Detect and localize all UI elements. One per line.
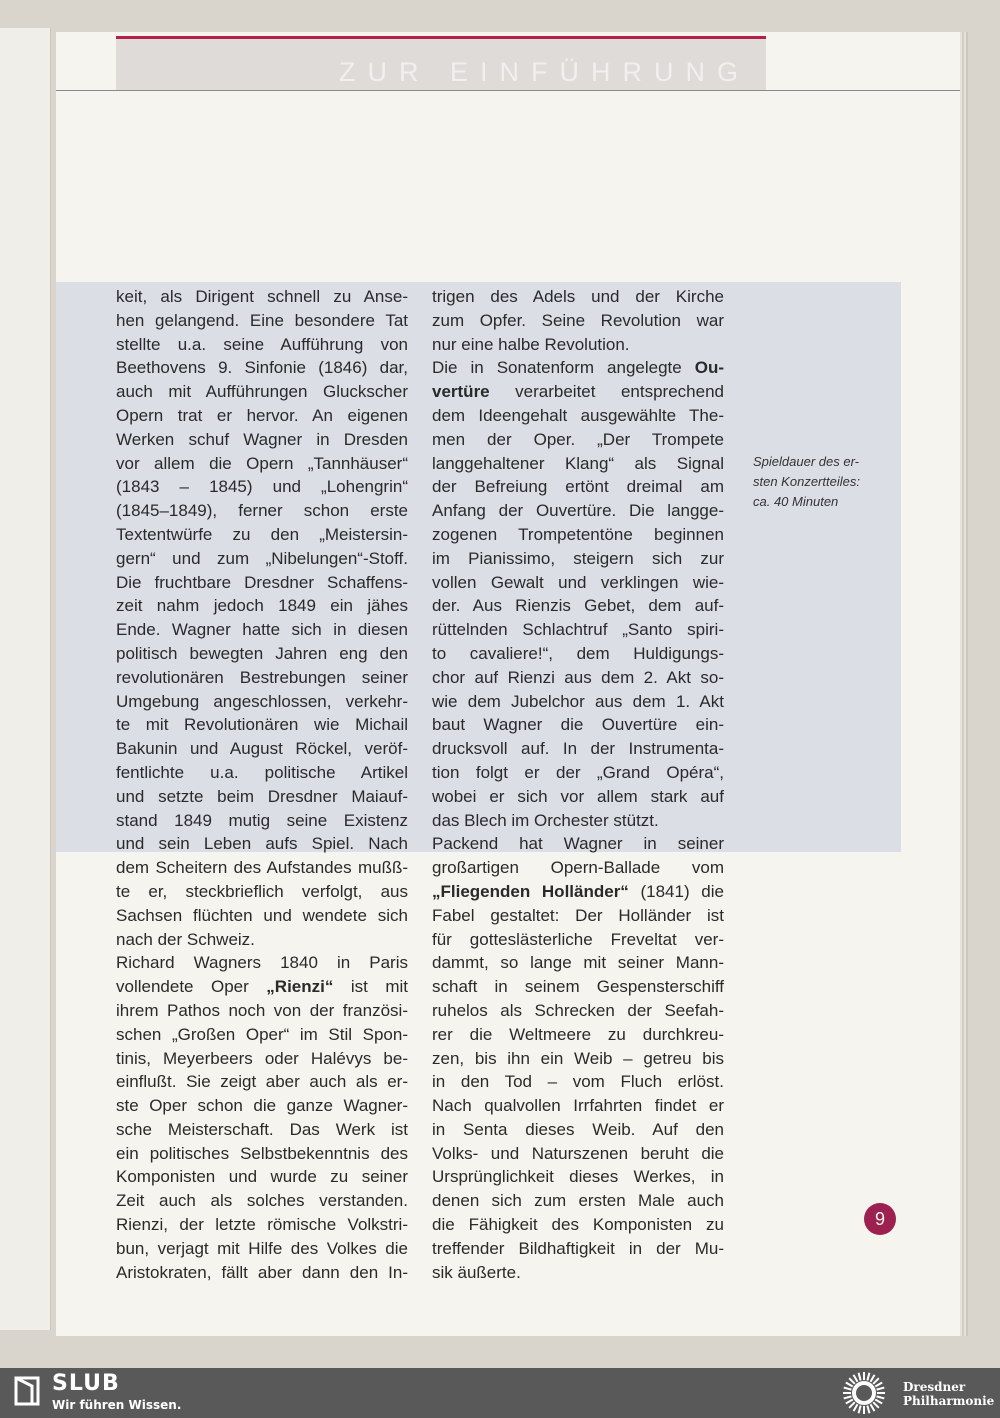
text-line: vertüre verarbeitet entsprechend — [432, 382, 724, 402]
text-line: zen, bis ihn ein Weib – getreu bis — [432, 1048, 724, 1068]
text-line: auch mit Aufführungen Gluckscher — [116, 382, 408, 402]
slub-logo-icon — [14, 1376, 40, 1406]
text-line: Fabel gestaltet: Der Holländer ist — [432, 905, 724, 925]
margin-note-line: ca. 40 Minuten — [753, 494, 839, 509]
text-line: und setzte beim Dresdner Maiauf- — [116, 786, 408, 806]
text-line: politisch bewegten Jahren eng den — [116, 643, 408, 663]
text-line: Anfang der Ouvertüre. Die langge- — [432, 501, 724, 521]
text-line: Zeit auch als solches verstanden. — [116, 1191, 408, 1211]
text-line: Richard Wagners 1840 in Paris — [116, 953, 408, 973]
text-line: für gotteslästerliche Freveltat ver- — [432, 929, 724, 949]
text-line: zeit nahm jedoch 1849 ein jähes — [116, 596, 408, 616]
text-line: revolutionären Bestrebungen seiner — [116, 667, 408, 687]
section-title: ZUR EINFÜHRUNG — [339, 57, 750, 87]
text-line: trigen des Adels und der Kirche — [432, 287, 724, 306]
partner-name-line: Dresdner — [903, 1380, 966, 1394]
text-line: te mit Revolutionären wie Michail — [116, 715, 408, 735]
slub-tagline: Wir führen Wissen. — [52, 1398, 182, 1412]
text-line: tion folgt er der „Grand Opéra“, — [432, 762, 724, 782]
text-line: tinis, Meyerbeers oder Halévys be- — [116, 1048, 408, 1068]
text-line: sche Meisterschaft. Das Werk ist — [116, 1119, 408, 1139]
text-line: das Blech im Orchester stützt. — [432, 810, 659, 830]
text-line: hen gelangend. Eine besondere Tat — [116, 310, 408, 330]
text-line: vor allem die Opern „Tannhäuser“ — [116, 453, 408, 473]
text-line: der Befreiung ertönt dreimal am — [432, 477, 724, 497]
text-line: in Senta dieses Weib. Auf den — [432, 1119, 724, 1139]
text-line: schen „Großen Oper“ im Stil Spon- — [116, 1024, 408, 1044]
text-line: ruhelos als Schrecken der Seefah- — [432, 1000, 724, 1020]
text-line: rüttelnden Schlachtruf „Santo spiri- — [432, 620, 724, 640]
text-line: nur eine halbe Revolution. — [432, 334, 630, 354]
text-line: Rienzi, der letzte römische Volkstri- — [116, 1215, 408, 1235]
text-line: rer die Weltmeere zu durchkreu- — [432, 1024, 724, 1044]
footer-bar — [0, 1368, 1000, 1418]
emphasis: „Rienzi“ — [266, 977, 334, 997]
text-line: fentlichte u.a. politische Artikel — [116, 762, 408, 782]
text-line: stand 1849 mutig seine Existenz — [116, 810, 408, 830]
text-line: „Fliegenden Holländer“ (1841) die — [432, 881, 724, 901]
emphasis: Ou- — [694, 358, 724, 378]
brochure-page — [56, 32, 960, 1336]
text-line: ihrem Pathos noch von der französi- — [116, 1000, 408, 1020]
text-line: Packend hat Wagner in seiner — [432, 834, 724, 854]
page-number-badge: 9 — [864, 1203, 896, 1235]
text-line: Werken schuf Wagner in Dresden — [116, 429, 408, 449]
margin-note — [753, 452, 893, 512]
slub-name: SLUB — [52, 1371, 120, 1396]
text-line: schaft in seinem Gespensterschiff — [432, 977, 724, 997]
text-line: ste Oper schon die ganze Wagner- — [116, 1096, 408, 1116]
margin-note-line: Spieldauer des er- — [753, 454, 859, 469]
text-line: in den Tod – vom Fluch erlöst. — [432, 1072, 724, 1092]
text-line: Ende. Wagner hatte sich in diesen — [116, 620, 408, 640]
text-line: wie dem Jubelchor aus dem 1. Akt — [432, 691, 724, 711]
text-line: to cavaliere!“, dem Huldigungs- — [432, 643, 724, 663]
text-line: sik äußerte. — [432, 1262, 521, 1282]
text-line: stellte u.a. seine Aufführung von — [116, 334, 408, 354]
text-line: Nach qualvollen Irrfahrten findet er — [432, 1096, 724, 1116]
text-line: und sein Leben aufs Spiel. Nach — [116, 834, 408, 854]
dresdner-philharmonie-logo-icon — [842, 1371, 886, 1415]
text-line: denen sich zum ersten Male auch — [432, 1191, 724, 1211]
text-line: gern“ und zum „Nibelungen“-Stoff. — [116, 548, 408, 568]
text-line: der. Aus Rienzis Gebet, dem auf- — [432, 596, 724, 616]
text-line: wobei er sich vor allem stark auf — [432, 786, 724, 806]
text-line: im Pianissimo, steigern sich zur — [432, 548, 724, 568]
text-line: dem Scheitern des Aufstandes mußß- — [116, 858, 408, 878]
text-line: (1845–1849), ferner schon erste — [116, 501, 408, 521]
emphasis: vertüre — [432, 382, 490, 402]
text-line: Die fruchtbare Dresdner Schaffens- — [116, 572, 408, 592]
text-line: Aristokraten, fällt aber dann den In- — [116, 1262, 408, 1282]
text-line: zum Opfer. Seine Revolution war — [432, 310, 724, 330]
text-line: baut Wagner die Ouvertüre ein- — [432, 715, 724, 735]
text-line: vollen Gewalt und verklingen wie- — [432, 572, 724, 592]
text-line: dem Ideengehalt ausgewählte The- — [432, 405, 724, 425]
text-column-left — [116, 285, 408, 1284]
text-line: treffender Bildhaftigkeit in der Mu- — [432, 1238, 724, 1258]
text-line: Bakunin und August Röckel, veröf- — [116, 739, 408, 759]
text-line: dammt, so lange mit seiner Mann- — [432, 953, 724, 973]
text-line: Komponisten und wurde zu seiner — [116, 1167, 408, 1187]
text-line: Volks- und Naturszenen beruht die — [432, 1143, 724, 1163]
text-line: Umgebung angeschlossen, verkehr- — [116, 691, 408, 711]
text-line: Beethovens 9. Sinfonie (1846) dar, — [116, 358, 408, 378]
text-line: (1843 – 1845) und „Lohengrin“ — [116, 477, 408, 497]
text-line: Die in Sonatenform angelegte Ou- — [432, 358, 724, 378]
section-header-band — [116, 36, 766, 91]
text-line: großartigen Opern-Ballade vom — [432, 858, 724, 878]
text-line: nach der Schweiz. — [116, 929, 255, 949]
text-line: einflußt. Sie zeigt aber auch als er- — [116, 1072, 408, 1092]
text-column-right — [432, 285, 724, 1284]
text-line: zogenen Trompetentöne beginnen — [432, 524, 724, 544]
text-line: Opern trat er hervor. An eigenen — [116, 405, 408, 425]
text-line: Sachsen flüchten und wendete sich — [116, 905, 408, 925]
text-line: die Fähigkeit des Komponisten zu — [432, 1215, 724, 1235]
header-rule — [56, 90, 960, 91]
text-line: ein politisches Selbstbekenntnis des — [116, 1143, 408, 1163]
partner-name — [903, 1380, 994, 1408]
partner-name-line: Philharmonie — [903, 1394, 995, 1408]
text-line: Ursprünglichkeit dieses Werkes, in — [432, 1167, 724, 1187]
text-line: langgehaltener Klang“ als Signal — [432, 453, 724, 473]
text-line: vollendete Oper „Rienzi“ ist mit — [116, 977, 409, 997]
text-line: chor auf Rienzi aus dem 2. Akt so- — [432, 667, 724, 687]
previous-page-edge — [0, 28, 51, 1330]
text-line: Textentwürfe zu den „Meistersin- — [116, 524, 408, 544]
text-line: keit, als Dirigent schnell zu Anse- — [116, 287, 408, 306]
text-line: bun, verjagt mit Hilfe des Volkes die — [116, 1238, 408, 1258]
margin-note-line: sten Konzertteiles: — [753, 474, 860, 489]
text-line: men der Oper. „Der Trompete — [432, 429, 724, 449]
text-line: drucksvoll auf. In der Instrumenta- — [432, 739, 724, 759]
emphasis: „Fliegenden Holländer“ — [432, 881, 629, 901]
text-line: te er, steckbrieflich verfolgt, aus — [116, 881, 408, 901]
